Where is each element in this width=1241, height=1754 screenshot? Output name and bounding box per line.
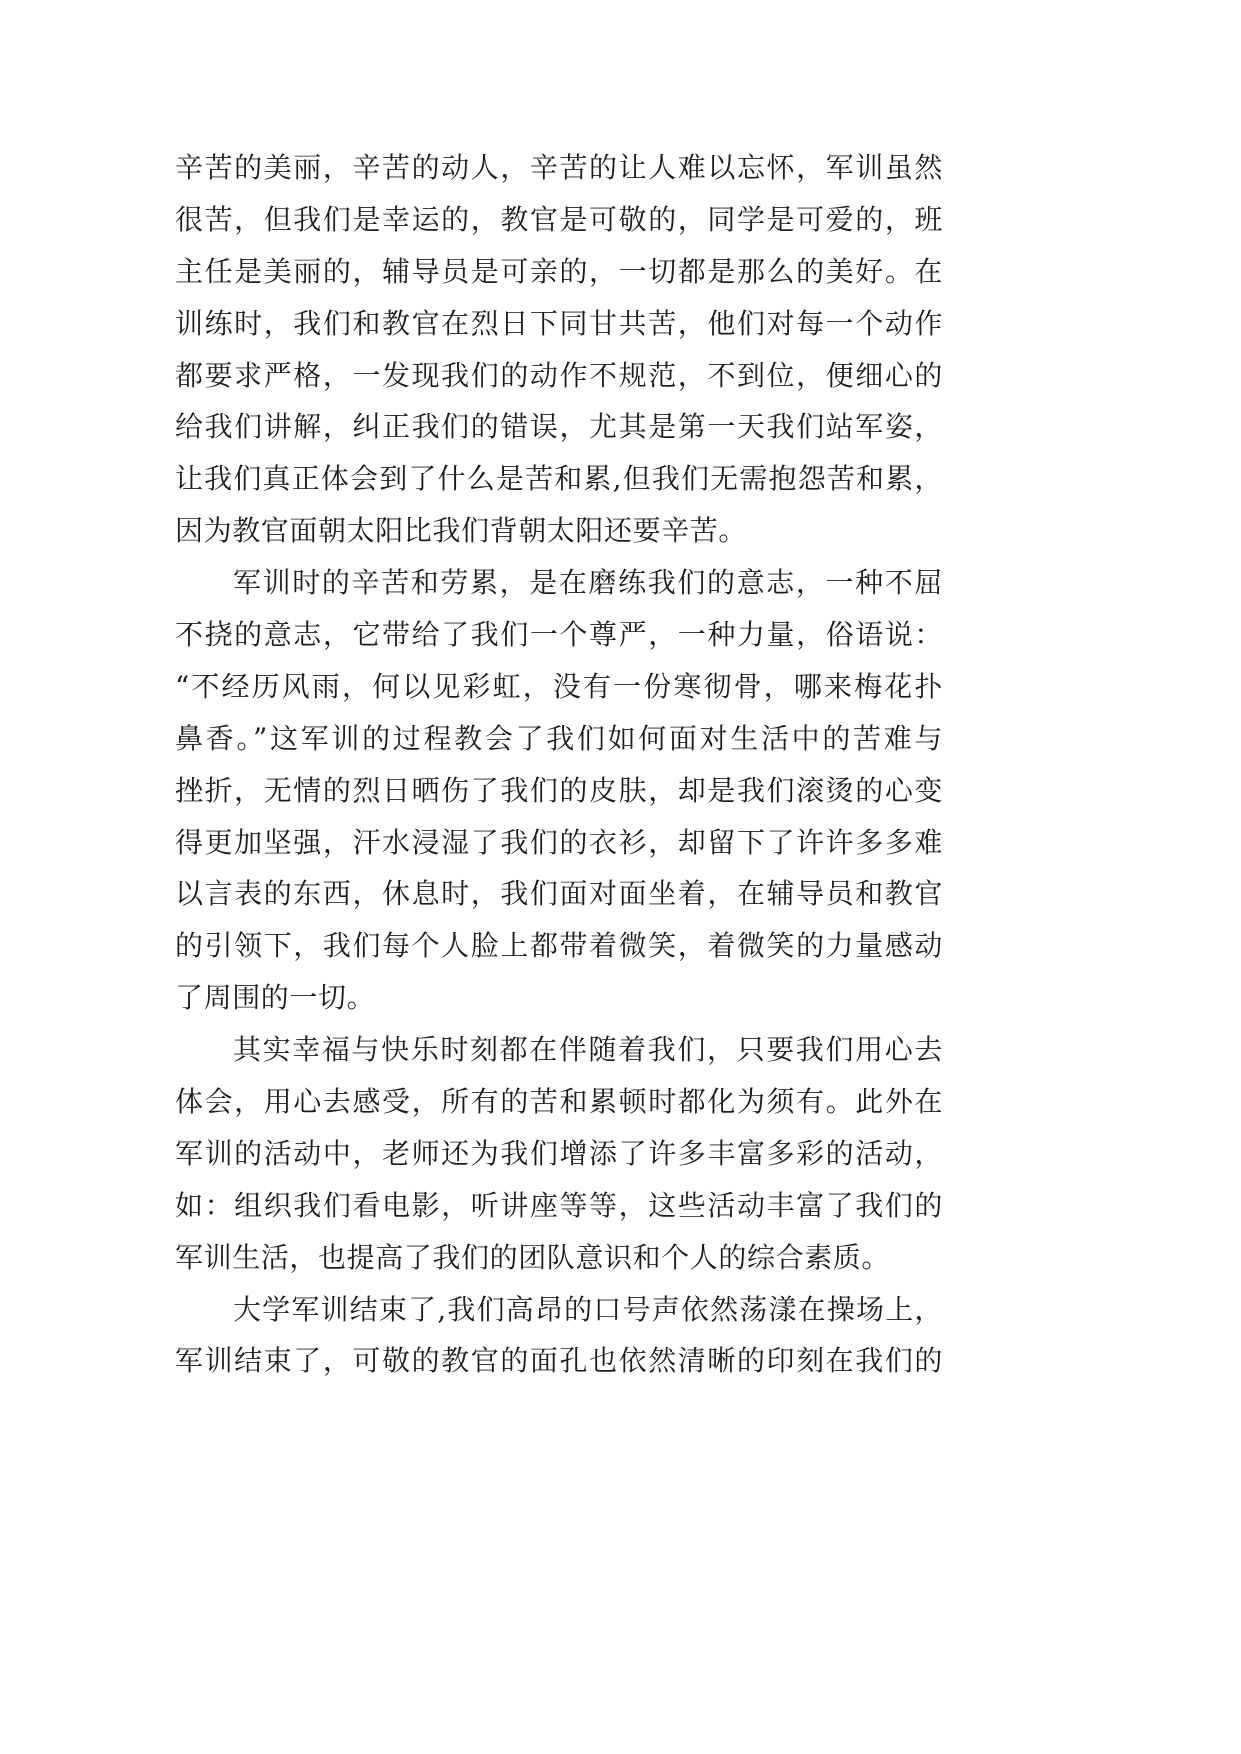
text-line: 很苦，但我们是幸运的，教官是可敬的，同学是可爱的，班	[175, 202, 943, 236]
paragraph	[175, 1024, 943, 1283]
text-line: 让我们真正体会到了什么是苦和累,但我们无需抱怨苦和累，	[175, 462, 943, 496]
text-line: 军训结束了，可敬的教官的面孔也依然清晰的印刻在我们的	[175, 1344, 943, 1378]
text-line: 其实幸福与快乐时刻都在伴随着我们，只要我们用心去	[233, 1033, 943, 1067]
text-line: 以言表的东西，休息时，我们面对面坐着，在辅导员和教官	[175, 877, 943, 911]
text-line: 大学军训结束了,我们高昂的口号声依然荡漾在操场上，	[233, 1292, 943, 1326]
text-line: 军训时的辛苦和劳累，是在磨练我们的意志，一种不屈	[233, 566, 943, 600]
text-line: 挫折，无情的烈日晒伤了我们的皮肤，却是我们滚烫的心变	[175, 773, 943, 807]
text-line: 得更加坚强，汗水浸湿了我们的衣衫，却留下了许许多多难	[175, 825, 943, 859]
text-line: 军训的活动中，老师还为我们增添了许多丰富多彩的活动，	[175, 1136, 943, 1170]
text-line: 军训生活，也提高了我们的团队意识和个人的综合素质。	[175, 1240, 891, 1274]
text-line: “不经历风雨，何以见彩虹，没有一份寒彻骨，哪来梅花扑	[175, 669, 943, 703]
text-line: 如：组织我们看电影，听讲座等等，这些活动丰富了我们的	[175, 1188, 943, 1222]
text-line: 因为教官面朝太阳比我们背朝太阳还要辛苦。	[175, 514, 748, 548]
text-line: 不挠的意志，它带给了我们一个尊严，一种力量，俗语说：	[175, 618, 943, 652]
text-line: 了周围的一切。	[175, 981, 376, 1015]
paragraph	[175, 142, 943, 557]
text-line: 给我们讲解，纠正我们的错误，尤其是第一天我们站军姿，	[175, 410, 943, 444]
text-line: 体会，用心去感受，所有的苦和累顿时都化为须有。此外在	[175, 1085, 943, 1119]
text-line: 训练时，我们和教官在烈日下同甘共苦，他们对每一个动作	[175, 306, 943, 340]
paragraph	[175, 557, 943, 1024]
text-line: 鼻香。”这军训的过程教会了我们如何面对生活中的苦难与	[175, 721, 943, 755]
text-line: 主任是美丽的，辅导员是可亲的，一切都是那么的美好。在	[175, 254, 943, 288]
text-line: 都要求严格，一发现我们的动作不规范，不到位，便细心的	[175, 358, 943, 392]
text-line: 辛苦的美丽，辛苦的动人，辛苦的让人难以忘怀，军训虽然	[175, 151, 943, 184]
body-text	[175, 142, 943, 1387]
text-line: 的引领下，我们每个人脸上都带着微笑，着微笑的力量感动	[175, 929, 943, 963]
paragraph	[175, 1284, 943, 1388]
